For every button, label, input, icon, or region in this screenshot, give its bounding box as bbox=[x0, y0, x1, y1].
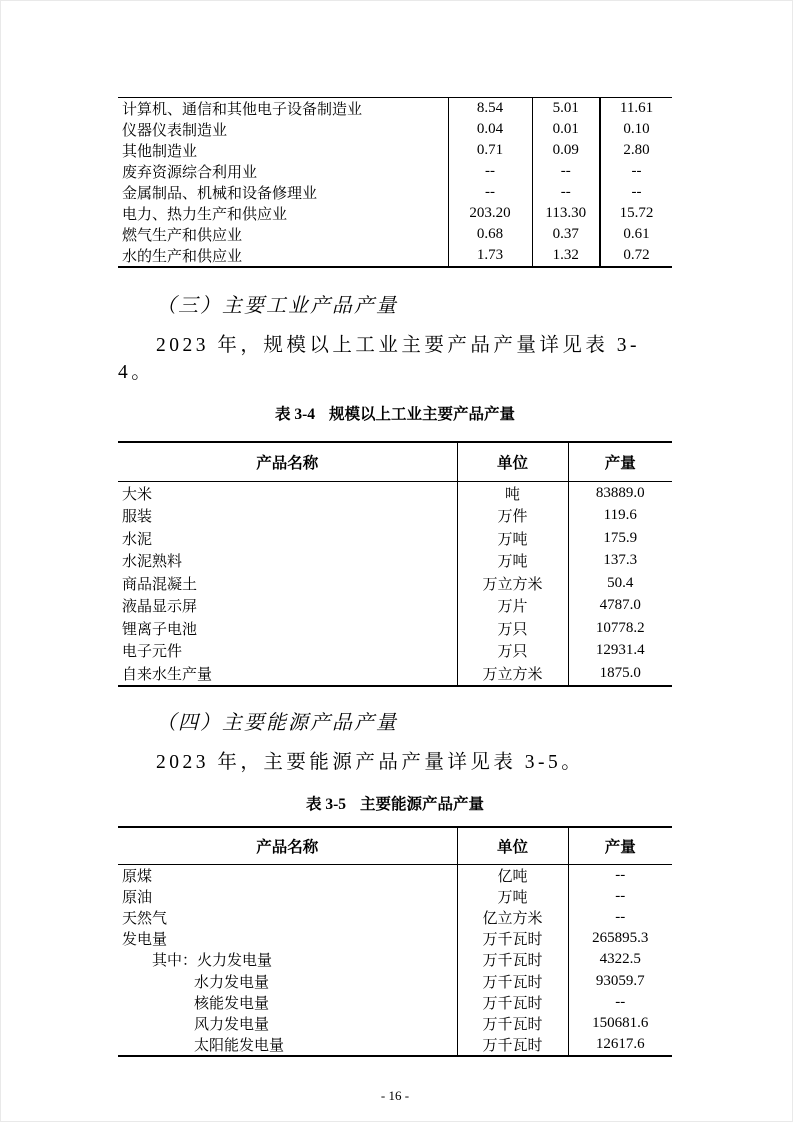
unit-cell: 万千瓦时 bbox=[457, 970, 568, 991]
table-caption-label: 表 3-5 bbox=[305, 795, 347, 813]
value-cell: 1.32 bbox=[532, 245, 600, 267]
table-header-row bbox=[118, 442, 672, 482]
table-row bbox=[118, 119, 672, 140]
table-row bbox=[118, 482, 672, 505]
value-cell: 2.80 bbox=[600, 140, 672, 161]
value-cell: 5.01 bbox=[532, 98, 600, 120]
unit-cell: 万吨 bbox=[457, 550, 568, 573]
product-name-cell: 太阳能发电量 bbox=[194, 1038, 285, 1055]
section3-paragraph: 2023 年，规模以上工业主要产品产量详见表 3-4。 bbox=[118, 335, 640, 383]
output-cell: 137.3 bbox=[568, 550, 672, 573]
value-cell: 113.30 bbox=[532, 203, 600, 224]
table-row bbox=[118, 928, 672, 949]
table-row bbox=[118, 224, 672, 245]
unit-cell: 万千瓦时 bbox=[457, 949, 568, 970]
value-cell: 0.72 bbox=[600, 245, 672, 267]
unit-cell: 万千瓦时 bbox=[457, 1013, 568, 1034]
table-3-5-energy-products bbox=[118, 826, 672, 1058]
page-number: - 16 - bbox=[380, 1088, 410, 1104]
table-row bbox=[118, 907, 672, 928]
table-row bbox=[118, 864, 672, 886]
output-header: 产量 bbox=[568, 827, 672, 865]
value-cell: -- bbox=[448, 161, 532, 182]
product-name-cell: 天然气 bbox=[122, 910, 168, 927]
unit-cell: 亿吨 bbox=[457, 864, 568, 886]
product-name-cell: 大米 bbox=[122, 486, 153, 503]
section-heading-industrial-products: （三）主要工业产品产量 bbox=[156, 295, 398, 317]
output-cell: -- bbox=[568, 886, 672, 907]
product-name-cell: 商品混凝土 bbox=[122, 576, 198, 593]
output-cell: 12931.4 bbox=[568, 640, 672, 663]
output-cell: -- bbox=[568, 864, 672, 886]
product-name-cell: 原油 bbox=[122, 889, 153, 906]
unit-cell: 万立方米 bbox=[457, 662, 568, 686]
product-name-cell: 自来水生产量 bbox=[122, 666, 213, 683]
table-row bbox=[118, 182, 672, 203]
value-cell: 0.01 bbox=[532, 119, 600, 140]
output-cell: 175.9 bbox=[568, 527, 672, 550]
output-cell: 50.4 bbox=[568, 572, 672, 595]
product-name-cell: 其中：火力发电量 bbox=[152, 953, 273, 970]
unit-cell: 万吨 bbox=[457, 527, 568, 550]
table-row bbox=[118, 505, 672, 528]
unit-cell: 万片 bbox=[457, 595, 568, 618]
table-row bbox=[118, 98, 672, 120]
output-header: 产量 bbox=[568, 442, 672, 482]
table-row bbox=[118, 1013, 672, 1034]
value-cell: 0.68 bbox=[448, 224, 532, 245]
product-name-cell: 风力发电量 bbox=[194, 1016, 270, 1033]
value-cell: 1.73 bbox=[448, 245, 532, 267]
section4-paragraph: 2023 年，主要能源产品产量详见表 3-5。 bbox=[156, 751, 585, 773]
industry-name-cell: 废弃资源综合利用业 bbox=[122, 165, 258, 181]
industry-name-cell: 金属制品、机械和设备修理业 bbox=[122, 186, 318, 202]
product-name-cell: 原煤 bbox=[122, 868, 153, 885]
unit-cell: 万吨 bbox=[457, 886, 568, 907]
table-caption-title: 规模以上工业主要产品产量 bbox=[329, 406, 516, 423]
industry-name-cell: 计算机、通信和其他电子设备制造业 bbox=[122, 102, 363, 118]
table-3-4-industrial-products bbox=[118, 441, 672, 687]
table-row bbox=[118, 1034, 672, 1056]
value-cell: 0.61 bbox=[600, 224, 672, 245]
output-cell: 12617.6 bbox=[568, 1034, 672, 1056]
product-name-cell: 水力发电量 bbox=[194, 974, 270, 991]
output-cell: 119.6 bbox=[568, 505, 672, 528]
value-cell: -- bbox=[532, 161, 600, 182]
table-header-row bbox=[118, 827, 672, 865]
table-3-5-caption bbox=[118, 794, 672, 815]
output-cell: 83889.0 bbox=[568, 482, 672, 505]
unit-cell: 万千瓦时 bbox=[457, 928, 568, 949]
table-row bbox=[118, 527, 672, 550]
unit-cell: 万只 bbox=[457, 640, 568, 663]
unit-cell: 万件 bbox=[457, 505, 568, 528]
value-cell: 203.20 bbox=[448, 203, 532, 224]
table-row bbox=[118, 245, 672, 267]
product-name-cell: 液晶显示屏 bbox=[122, 599, 198, 616]
table-row bbox=[118, 161, 672, 182]
value-cell: 0.37 bbox=[532, 224, 600, 245]
unit-cell: 亿立方米 bbox=[457, 907, 568, 928]
product-name-header: 产品名称 bbox=[118, 442, 457, 482]
value-cell: 15.72 bbox=[600, 203, 672, 224]
table-row bbox=[118, 970, 672, 991]
output-cell: -- bbox=[568, 907, 672, 928]
value-cell: 11.61 bbox=[600, 98, 672, 120]
table-row bbox=[118, 992, 672, 1013]
output-cell: -- bbox=[568, 992, 672, 1013]
output-cell: 150681.6 bbox=[568, 1013, 672, 1034]
product-name-cell: 电子元件 bbox=[122, 644, 183, 661]
table-row bbox=[118, 595, 672, 618]
section-heading-energy-products: （四）主要能源产品产量 bbox=[156, 711, 398, 734]
unit-cell: 万千瓦时 bbox=[457, 1034, 568, 1056]
unit-cell: 吨 bbox=[457, 482, 568, 505]
unit-header: 单位 bbox=[457, 827, 568, 865]
product-name-cell: 水泥熟料 bbox=[122, 554, 183, 571]
value-cell: -- bbox=[532, 182, 600, 203]
value-cell: -- bbox=[600, 182, 672, 203]
table-3-4-caption bbox=[118, 404, 672, 425]
product-name-cell: 锂离子电池 bbox=[122, 621, 198, 638]
table-row bbox=[118, 662, 672, 686]
value-cell: 0.71 bbox=[448, 140, 532, 161]
value-cell: 0.10 bbox=[600, 119, 672, 140]
industry-name-cell: 电力、热力生产和供应业 bbox=[122, 207, 288, 223]
value-cell: 0.09 bbox=[532, 140, 600, 161]
product-name-header: 产品名称 bbox=[118, 827, 457, 865]
output-cell: 1875.0 bbox=[568, 662, 672, 686]
value-cell: 8.54 bbox=[448, 98, 532, 120]
table-row bbox=[118, 140, 672, 161]
value-cell: -- bbox=[600, 161, 672, 182]
product-name-cell: 水泥 bbox=[122, 531, 153, 548]
output-cell: 265895.3 bbox=[568, 928, 672, 949]
industry-name-cell: 其他制造业 bbox=[122, 144, 198, 160]
output-cell: 10778.2 bbox=[568, 617, 672, 640]
product-name-cell: 发电量 bbox=[122, 932, 168, 949]
table-row bbox=[118, 203, 672, 224]
industry-name-cell: 仪器仪表制造业 bbox=[122, 123, 228, 139]
industry-name-cell: 燃气生产和供应业 bbox=[122, 228, 243, 244]
table-row bbox=[118, 949, 672, 970]
unit-cell: 万千瓦时 bbox=[457, 992, 568, 1013]
table-row bbox=[118, 886, 672, 907]
table-caption-title: 主要能源产品产量 bbox=[360, 795, 485, 813]
product-name-cell: 服装 bbox=[122, 509, 153, 526]
table-row bbox=[118, 617, 672, 640]
value-cell: -- bbox=[448, 182, 532, 203]
table-caption-label: 表 3-4 bbox=[274, 406, 316, 423]
value-cell: 0.04 bbox=[448, 119, 532, 140]
output-cell: 4322.5 bbox=[568, 949, 672, 970]
unit-cell: 万只 bbox=[457, 617, 568, 640]
unit-header: 单位 bbox=[457, 442, 568, 482]
product-name-cell: 核能发电量 bbox=[194, 995, 270, 1012]
table-row bbox=[118, 550, 672, 573]
table-row bbox=[118, 572, 672, 595]
output-cell: 93059.7 bbox=[568, 970, 672, 991]
industry-table-continuation bbox=[118, 97, 672, 268]
table-row bbox=[118, 640, 672, 663]
unit-cell: 万立方米 bbox=[457, 572, 568, 595]
industry-name-cell: 水的生产和供应业 bbox=[122, 249, 243, 265]
output-cell: 4787.0 bbox=[568, 595, 672, 618]
